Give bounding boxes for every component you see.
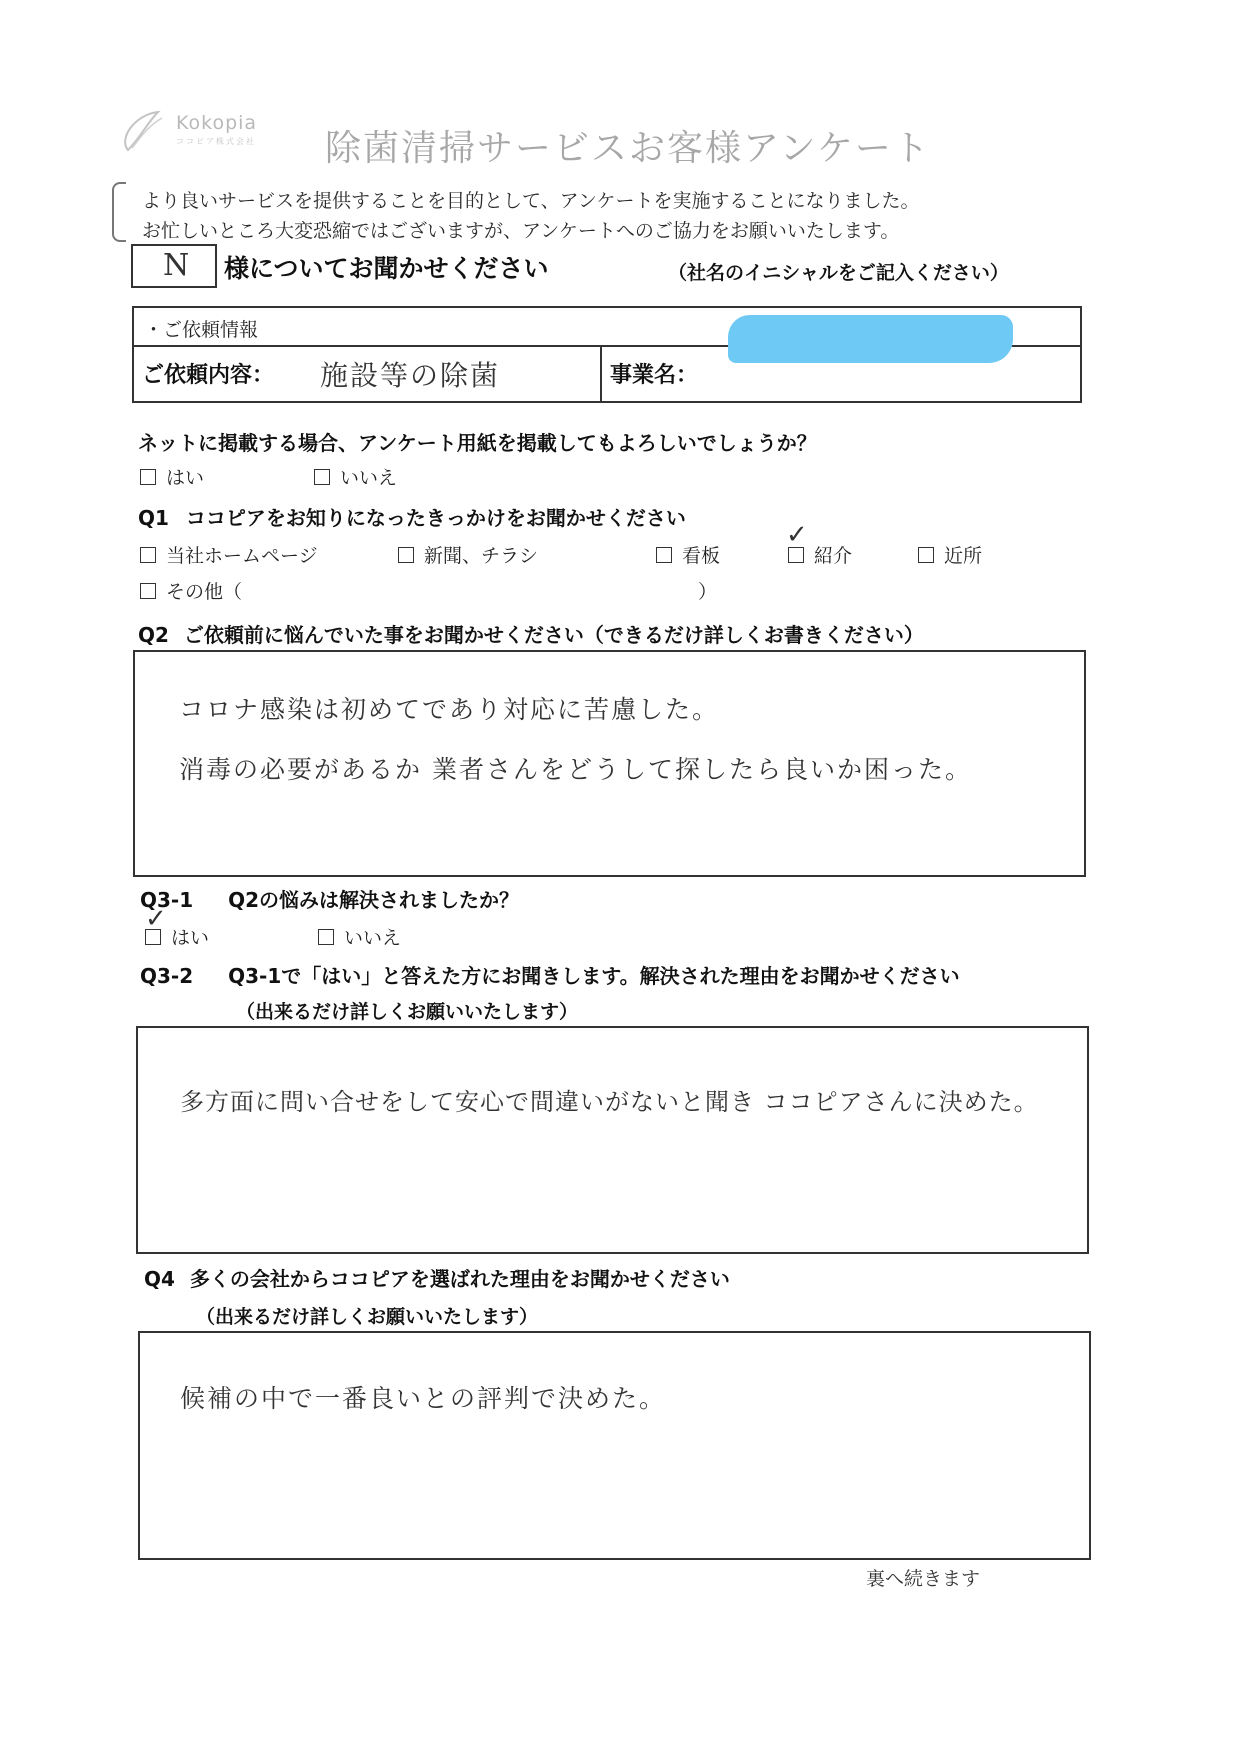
customer-heading: 様についてお聞かせください [224,254,549,283]
q3-2-question [140,960,960,989]
q1-referral-checkmark-icon: ✓ [786,520,808,550]
q3-2-answer: 多方面に問い合せをして安心で間違いがないと聞き ココピアさんに決めた。 [180,1088,1039,1116]
table-divider [600,347,602,401]
publish-no-label: いいえ [340,467,398,489]
intro-line-2: お忙しいところ大変恐縮ではございますが、アンケートへのご協力をお願いいたします。 [142,220,900,242]
q1-question [138,502,686,531]
q4-answer: 候補の中で一番良いとの評判で決めた。 [180,1384,667,1413]
intro-line-1: より良いサービスを提供することを目的として、アンケートを実施することになりました。 [142,190,920,212]
q1-option-signboard[interactable] [656,541,720,568]
q1-homepage-checkbox[interactable] [140,547,156,563]
publish-no-checkbox[interactable] [314,469,330,485]
q2-answer-line-2: 消毒の必要があるか 業者さんをどうして探したら良いか困った。 [179,755,972,784]
q1-other-label: その他（ [166,581,243,603]
q3-1-no-checkbox[interactable] [318,929,334,945]
q1-newspaper-label: 新聞、チラシ [424,545,539,567]
q2-text: ご依頼前に悩んでいた事をお聞かせください（できるだけ詳しくお書きください） [183,623,924,647]
q1-signboard-label: 看板 [682,545,721,567]
q4-text: 多くの会社からココピアを選ばれた理由をお聞かせください [189,1267,730,1291]
q1-text: ココピアをお知りになったきっかけをお聞かせください [185,506,686,530]
q3-2-answer-box[interactable] [136,1026,1089,1254]
q1-option-neighborhood[interactable] [918,541,982,568]
company-logo [118,108,288,156]
initial-value: N [163,248,190,283]
q4-subtext: （出来るだけ詳しくお願いいたします） [196,1306,539,1328]
publish-no-option[interactable] [314,463,397,490]
q3-1-no-label: いいえ [344,927,402,949]
logo-text: Kokopia [176,112,258,134]
q1-newspaper-checkbox[interactable] [398,547,414,563]
request-content-value[interactable]: 施設等の除菌 [320,359,501,392]
q1-number: Q1 [138,506,169,530]
q3-1-text: Q2の悩みは解決されましたか？ [228,888,520,912]
q1-homepage-label: 当社ホームページ [166,545,318,567]
q1-option-newspaper[interactable] [398,541,538,568]
q3-1-yes-label: はい [171,927,210,949]
q1-option-homepage[interactable] [140,541,318,568]
request-content-label: ご依頼内容： [142,363,275,388]
request-info-label: ・ご依頼情報 [144,319,259,341]
publish-yes-option[interactable] [140,463,204,490]
redacted-company-name [728,315,1013,363]
q3-1-number: Q3-1 [140,888,194,912]
q1-referral-label: 紹介 [814,545,853,567]
q3-1-no-option[interactable] [318,923,401,950]
q2-question [138,619,924,648]
logo-mark-icon [118,108,174,156]
q3-2-number: Q3-2 [140,964,194,988]
q3-1-question [140,884,519,913]
q4-answer-box[interactable] [138,1331,1091,1560]
q4-number: Q4 [144,1267,175,1291]
q1-option-other[interactable] [140,577,242,604]
page-title: 除菌清掃サービスお客様アンケート [325,128,931,169]
q1-signboard-checkbox[interactable] [656,547,672,563]
q1-other-close: ） [698,581,718,603]
customer-note: （社名のイニシャルをご記入ください） [668,262,1009,284]
logo-subtext: ココピア株式会社 [176,137,256,146]
q1-other-checkbox[interactable] [140,583,156,599]
q2-number: Q2 [138,623,169,647]
publish-yes-checkbox[interactable] [140,469,156,485]
publish-yes-label: はい [166,467,205,489]
initial-field[interactable] [131,244,217,288]
continue-note: 裏へ続きます [866,1568,981,1590]
q1-neighborhood-checkbox[interactable] [918,547,934,563]
q3-2-subtext: （出来るだけ詳しくお願いいたします） [236,1001,579,1023]
q3-2-text: Q3-1で「はい」と答えた方にお聞きします。解決された理由をお聞かせください [228,964,960,988]
company-name-label: 事業名： [610,363,699,388]
request-info-table [132,306,1082,403]
q2-answer-box[interactable] [133,650,1086,877]
q4-question [144,1263,730,1292]
intro-bracket [112,182,126,242]
publish-question: ネットに掲載する場合、アンケート用紙を掲載してもよろしいでしょうか？ [138,431,817,455]
q3-1-yes-checkmark-icon: ✓ [145,904,167,934]
q2-answer-line-1: コロナ感染は初めてであり対応に苦慮した。 [179,695,720,724]
q1-neighborhood-label: 近所 [944,545,983,567]
